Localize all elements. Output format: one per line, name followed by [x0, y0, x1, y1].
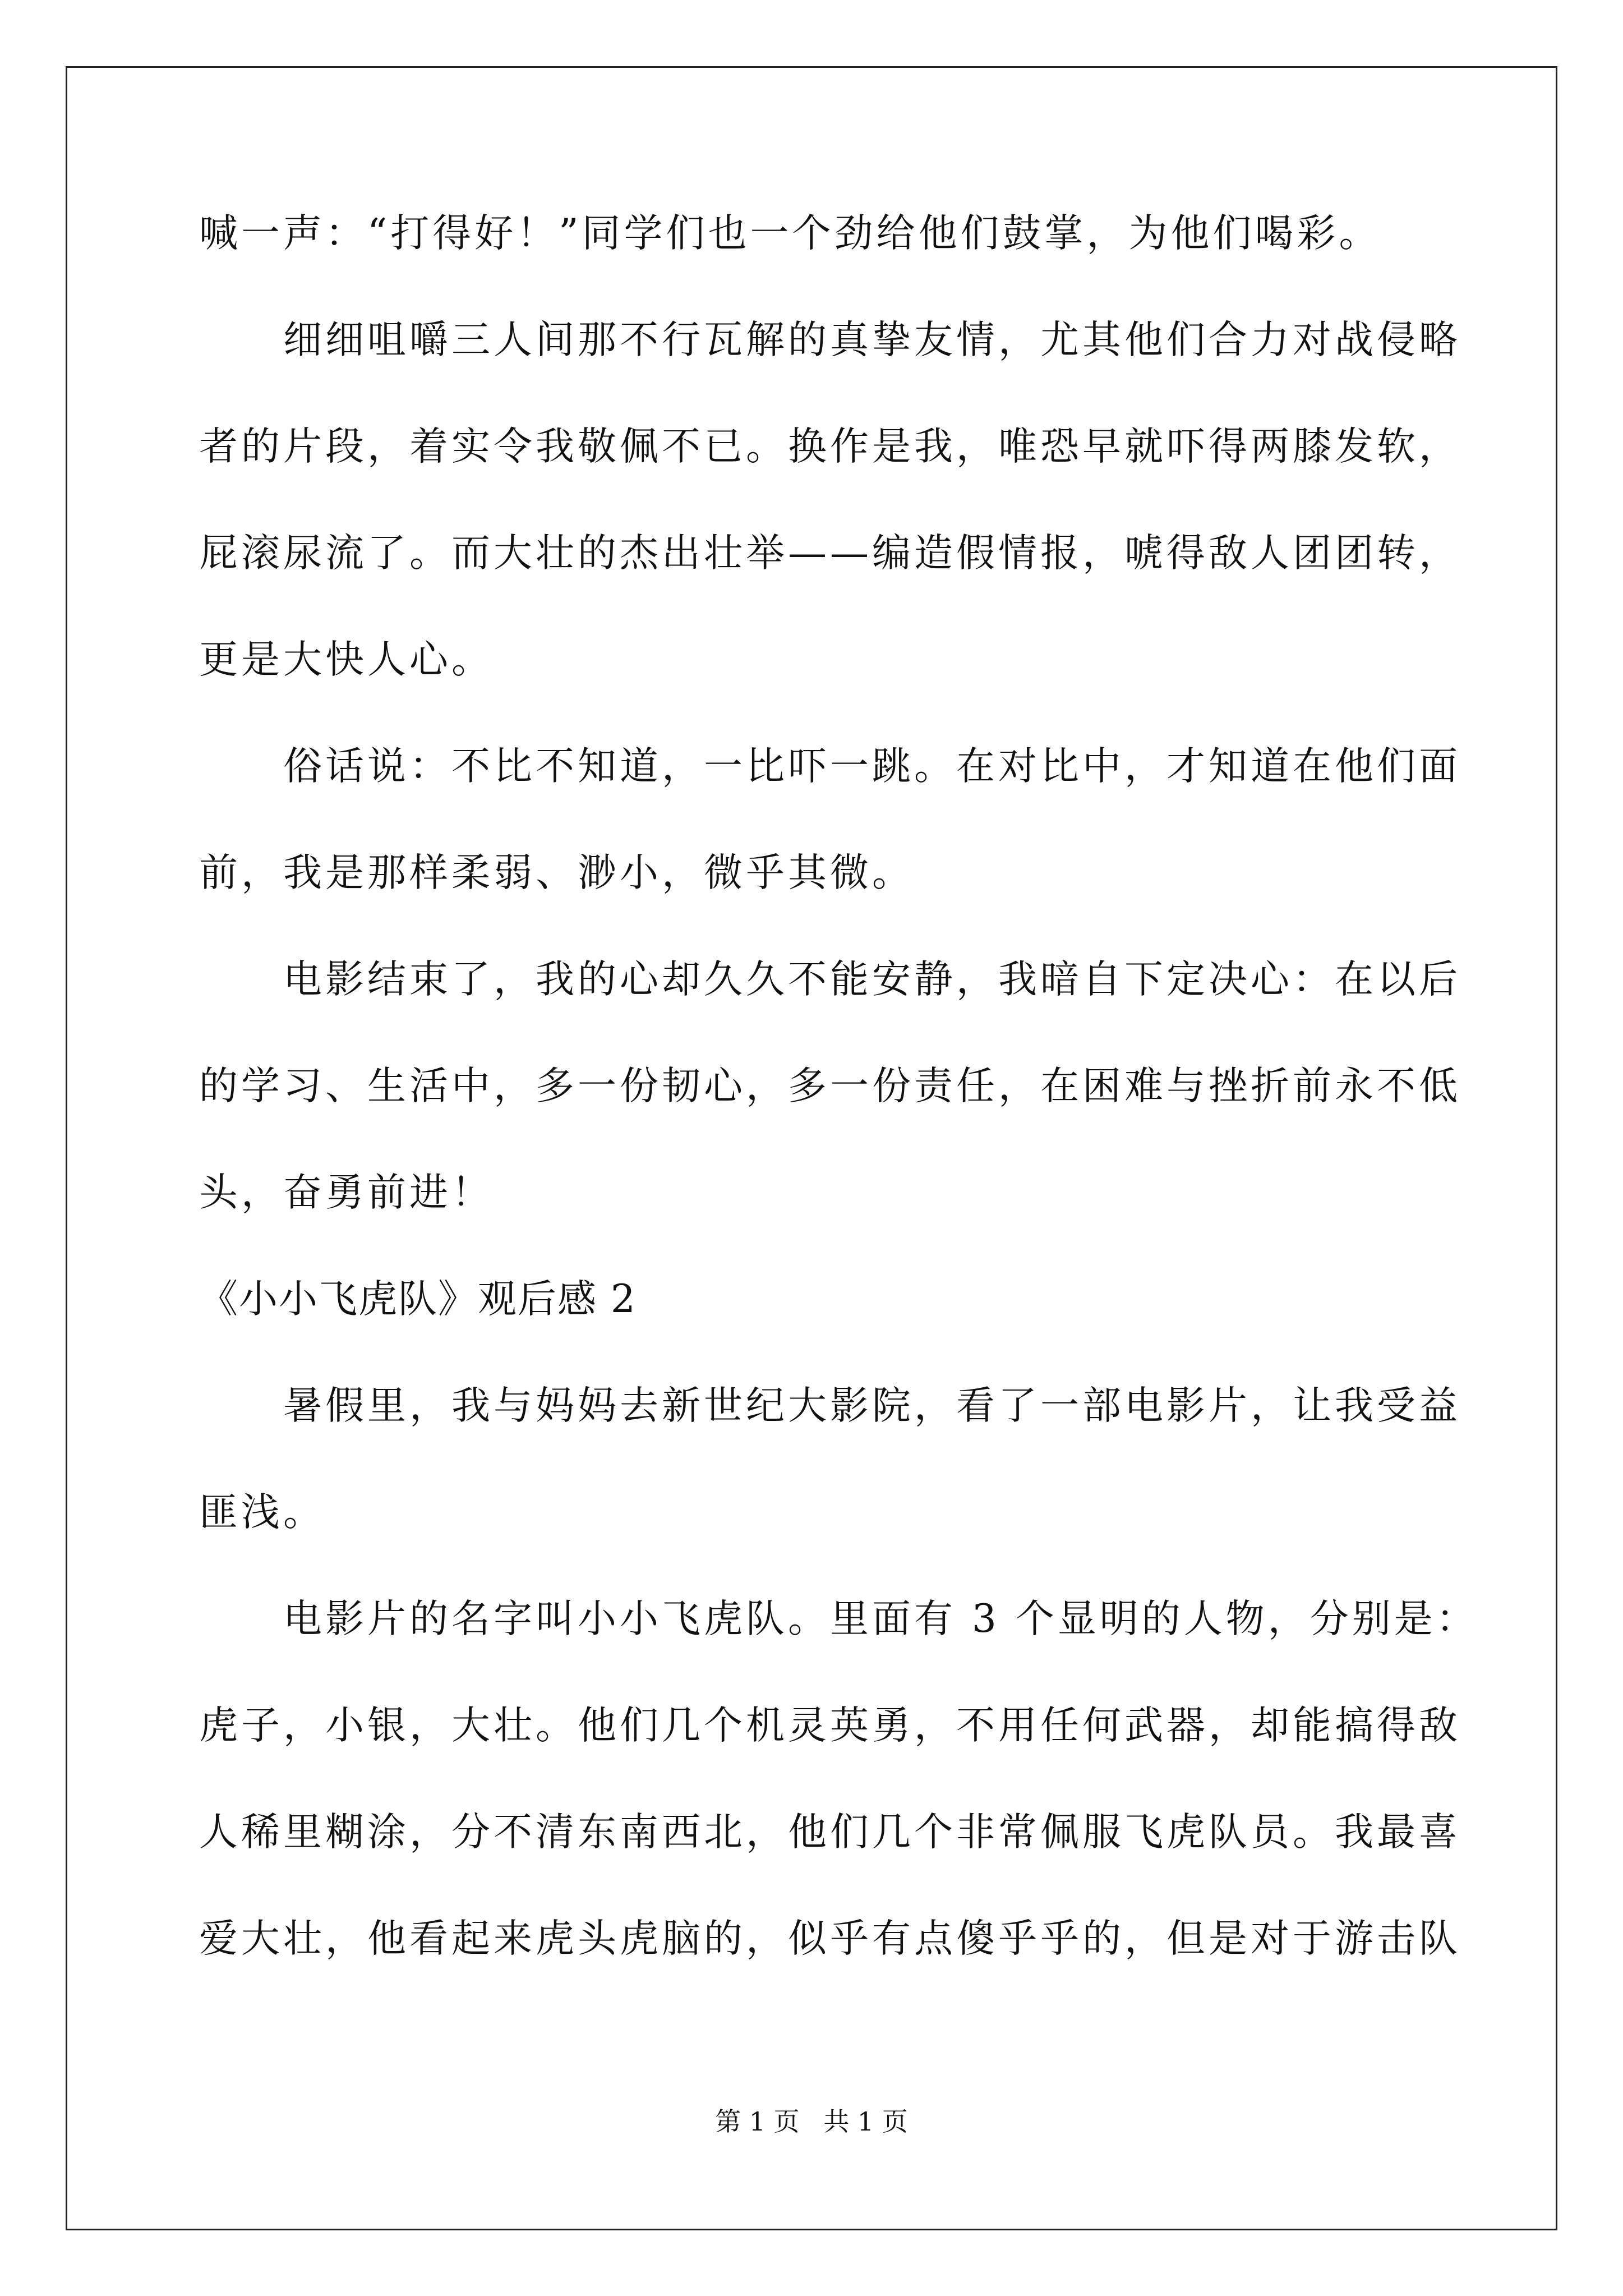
text-line: 俗话说：不比不知道，一比吓一跳。在对比中，才知道在他们面: [199, 744, 1461, 789]
text-line: 屁滚尿流了。而大壮的杰出壮举——编造假情报，唬得敌人团团转，: [199, 531, 1461, 576]
text-line: 者的片段，着实令我敬佩不已。换作是我，唯恐早就吓得两膝发软，: [199, 424, 1461, 469]
text-line: 喊一声：“打得好！”同学们也一个劲给他们鼓掌，为他们喝彩。: [199, 211, 1381, 256]
text-line: 虎子，小银，大壮。他们几个机灵英勇，不用任何武器，却能搞得敌: [199, 1703, 1461, 1748]
text-line: 爱大壮，他看起来虎头虎脑的，似乎有点傻乎乎的，但是对于游击队: [199, 1916, 1461, 1961]
text-line: 头，奋勇前进！: [199, 1170, 494, 1215]
document-body: [199, 211, 1478, 2023]
page-total: 共 1 页: [823, 2106, 908, 2137]
text-line: 暑假里，我与妈妈去新世纪大影院，看了一部电影片，让我受益: [199, 1383, 1461, 1428]
page-footer: [0, 2106, 1623, 2137]
text-line: 的学习、生活中，多一份韧心，多一份责任，在困难与挫折前永不低: [199, 1064, 1461, 1108]
text-line: 电影片的名字叫小小飞虎队。里面有 3 个显明的人物，分别是：: [199, 1596, 1478, 1641]
text-line: 细细咀嚼三人间那不行瓦解的真挚友情，尤其他们合力对战侵略: [199, 318, 1461, 362]
text-line: 电影结束了，我的心却久久不能安静，我暗自下定决心：在以后: [199, 957, 1461, 1002]
text-line: 匪浅。: [199, 1490, 325, 1535]
text-line: 更是大快人心。: [199, 637, 494, 682]
text-line: 前，我是那样柔弱、渺小，微乎其微。: [199, 850, 914, 895]
page-number: 第 1 页: [715, 2106, 800, 2137]
text-line: 人稀里糊涂，分不清东南西北，他们几个非常佩服飞虎队员。我最喜: [199, 1810, 1461, 1855]
section-heading: 《小小飞虎队》观后感 2: [199, 1277, 637, 1322]
